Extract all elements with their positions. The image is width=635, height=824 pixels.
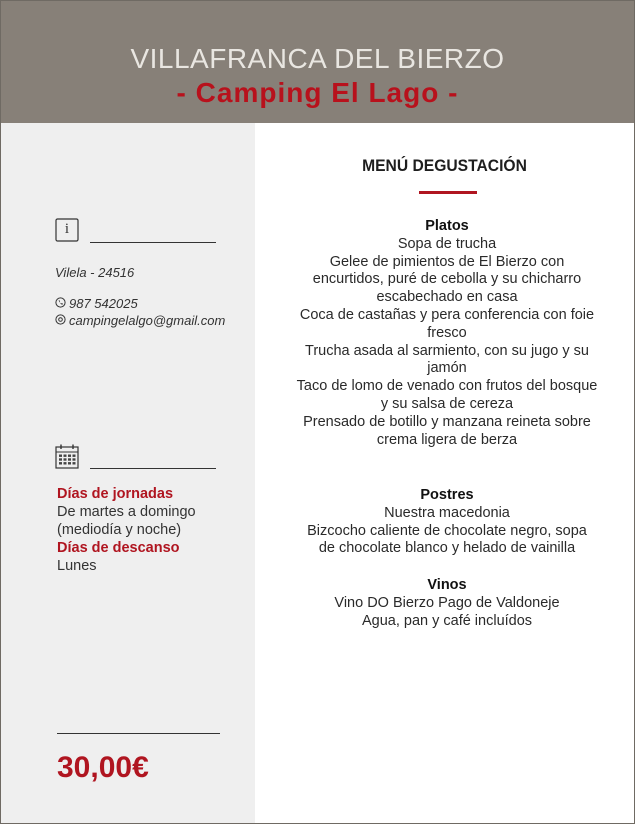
- descanso-value: Lunes: [57, 558, 97, 574]
- calendar-icon: [55, 444, 79, 468]
- dish-line: escabechado en casa: [376, 289, 518, 306]
- camping-name: - Camping El Lago -: [176, 77, 459, 108]
- menu-content: [255, 123, 634, 823]
- descanso-label: Días de descanso: [57, 540, 180, 556]
- dish-line: Sopa de trucha: [397, 235, 497, 252]
- dish-line: Vino DO Bierzo Pago de Valdoneje: [334, 594, 560, 611]
- sidebar: [1, 123, 255, 823]
- menu-title: MENÚ DEGUSTACIÓN: [362, 156, 527, 175]
- dish-line: Nuestra macedonia: [384, 504, 510, 521]
- dish-line: Coca de castañas y pera conferencia con foie: [299, 306, 595, 323]
- price-divider: [57, 733, 220, 734]
- section-platos: [277, 218, 617, 449]
- phone-row: [55, 296, 138, 311]
- schedule-divider: [90, 468, 216, 469]
- dish-line: encurtidos, puré de cebolla y su chicharro: [312, 271, 582, 288]
- dish-line: Prensado de botillo y manzana reineta sobre: [303, 413, 591, 430]
- info-icon: [55, 218, 79, 242]
- schedule: [57, 485, 247, 575]
- info-divider: [90, 242, 216, 243]
- address: Vilela - 24516: [55, 265, 135, 280]
- section-postres: [277, 487, 617, 558]
- dish-line: fresco: [427, 324, 467, 341]
- jornadas-value-line1: De martes a domingo: [57, 504, 196, 520]
- at-icon: [55, 314, 66, 328]
- price: 30,00€: [57, 751, 149, 784]
- email-address: campingelalgo@gmail.com: [69, 313, 226, 328]
- section-heading: Vinos: [427, 577, 467, 593]
- dish-line: de chocolate blanco y helado de vainilla: [318, 540, 576, 557]
- header-banner: [1, 1, 634, 123]
- dish-line: Taco de lomo de venado con frutos del bosque: [296, 378, 598, 395]
- dish-line: Agua, pan y café incluídos: [361, 612, 533, 629]
- phone-icon: [55, 297, 66, 311]
- dish-line: Trucha asada al sarmiento, con su jugo y su: [305, 342, 589, 359]
- section-vinos: [277, 577, 617, 630]
- section-heading: Postres: [420, 487, 474, 503]
- dish-line: jamón: [427, 360, 467, 377]
- town-title: VILLAFRANCA DEL BIERZO: [130, 43, 505, 74]
- title-accent-bar: [419, 191, 477, 194]
- section-heading: Platos: [425, 218, 469, 234]
- dish-line: crema ligera de berza: [376, 431, 518, 448]
- email-row: [55, 313, 225, 328]
- dish-line: Bizcocho caliente de chocolate negro, sopa: [307, 522, 587, 539]
- jornadas-label: Días de jornadas: [57, 486, 174, 502]
- info-icon-glyph: i: [64, 221, 70, 237]
- phone-number: 987 542025: [69, 296, 138, 311]
- dish-line: Gelee de pimientos de El Bierzo con: [329, 253, 565, 270]
- jornadas-value-line2: (mediodía y noche): [57, 522, 182, 538]
- dish-line: y su salsa de cereza: [380, 395, 514, 412]
